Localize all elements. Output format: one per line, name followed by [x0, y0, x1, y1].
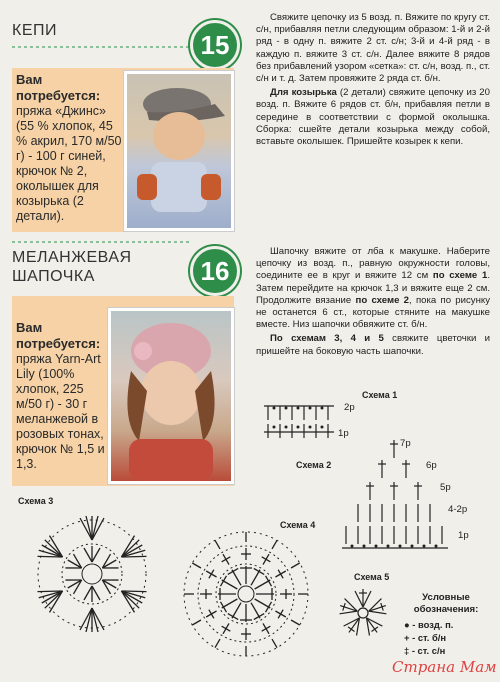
section-15-materials-text: пряжа «Джинс» (55 % хлопок, 45 % акрил, 170 м/50 г) - 100 г синей, крючок № 2, околышек для козырька (2 детали).: [16, 104, 122, 223]
section-15-paragraph-1: Свяжите цепочку из 5 возд. п. Вяжите по кругу ст. с/н, прибавляя петли следующим образом: 1-й и 2-й ряд - в одну п. вяжите 2 ст. с/н; 3-й и 4-й ряд - в каждую п. вяжите 3 ст. с/н. Далее вяжите 8 рядов без прибавлений узором «сетка»: ст. с/н, возд. п., ст. с/н и т. д. Затем провяжите 2 ряда ст. б/н.: [256, 12, 490, 85]
legend-item-chain-label: - возд. п.: [412, 619, 454, 630]
legend-title: [406, 592, 486, 616]
scheme-1-label: Схема 1: [362, 390, 398, 400]
section-16-paragraph-2: [256, 333, 490, 357]
section-15-materials-header: Вам потребуется:: [16, 72, 101, 103]
legend-item-sc: [404, 631, 453, 644]
scheme-2-row-4-2: 4-2р: [448, 504, 468, 515]
section-16-materials-header: Вам потребуется:: [16, 320, 101, 351]
scheme-2-row-5: 5р: [440, 482, 451, 493]
scheme-2-diagram: [336, 438, 456, 560]
section-15-title: КЕПИ: [12, 22, 57, 39]
scheme-2-row-1: 1р: [458, 530, 469, 541]
section-15-visor-heading: Для козырька: [270, 87, 337, 99]
section-15-instructions: [256, 12, 490, 148]
section-16-flower-text: свяжите цветочки и пришейте на боковую часть шапочки.: [256, 333, 491, 357]
section-16-text-e: , пока по рисунку не останется 6 ст., которые стяните на макушке вместе. Низ шапочки обвяжите ст. б/н.: [256, 294, 490, 331]
scheme-4-diagram: [176, 524, 316, 664]
section-16-text-c: . Затем перейдите на крючок 1,3 и вяжите еще 2 см. Продолжите вязание: [256, 270, 490, 306]
section-16-number-badge: 16: [190, 246, 240, 296]
section-16-scheme-2-ref: по схеме 2: [355, 294, 410, 306]
scheme-1-row-1: 1р: [338, 428, 349, 439]
legend-item-chain: [404, 618, 453, 631]
section-16-title: [12, 248, 132, 286]
scheme-5-diagram: [332, 582, 394, 644]
section-16-panel: [12, 296, 234, 486]
section-16-photo-girl-in-hat: [108, 308, 234, 484]
scheme-1-row-2: 2р: [344, 402, 355, 413]
section-16-schemes-ref: По схемам 3, 4 и 5: [270, 333, 384, 345]
section-16-materials-text: пряжа Yarn-Art Lily (100% хлопок, 225 м/50 г) - 30 г меланжевой в розовых тонах, крючок № 1,5 и 1,3.: [16, 352, 105, 471]
legend-item-dc-label: - ст. с/н: [411, 645, 446, 656]
section-16-title-line-1: МЕЛАНЖЕВАЯ: [12, 249, 132, 266]
section-15-paragraph-2: [256, 87, 490, 148]
scheme-4-label: Схема 4: [280, 520, 316, 530]
section-16-instructions: [256, 246, 490, 358]
legend-title-line-2: обозначения:: [413, 604, 479, 615]
section-16-title-line-2: ШАПОЧКА: [12, 268, 95, 285]
legend-item-sc-label: - ст. б/н: [412, 632, 447, 643]
legend-title-line-1: Условные: [422, 592, 470, 603]
section-16-materials: [16, 320, 106, 472]
section-16-paragraph-1: [256, 246, 490, 331]
single-crochet-icon: +: [404, 632, 410, 643]
legend-list: [404, 618, 453, 657]
legend-item-dc: [404, 644, 453, 657]
scheme-2-row-6: 6р: [426, 460, 437, 471]
section-16-rule: [12, 241, 190, 243]
section-15-panel: [12, 68, 234, 232]
chain-stitch-icon: ●: [404, 619, 410, 630]
scheme-2-row-7: 7р: [400, 438, 411, 449]
section-15-rule: [12, 46, 190, 48]
section-15-number-badge: 15: [190, 20, 240, 70]
scheme-3-label: Схема 3: [18, 496, 54, 506]
scheme-2-label: Схема 2: [296, 460, 332, 470]
section-16-scheme-1-ref: по схеме 1: [432, 270, 488, 282]
scheme-5-label: Схема 5: [354, 572, 390, 582]
section-15-materials: [16, 72, 122, 224]
section-15-visor-text: (2 детали) свяжите цепочку из 20 возд. п. Вяжите 6 рядов ст. б/н, прибавляя петли в середине в соответствии с формой околышка. Сборка: сшейте детали козырька между собой, вставьте околышек. Пришейте козырек к кепи.: [256, 87, 490, 148]
section-15-photo-boy-in-cap: [124, 71, 234, 231]
watermark-logo: Страна Мам: [392, 658, 497, 676]
scheme-3-diagram: [22, 506, 162, 640]
double-crochet-icon: ‡: [404, 645, 410, 656]
section-16-text-a: Шапочку вяжите от лба к макушке. Наберите цепочку из возд. п., равную окружности головы, соедините ее в круг и вяжите 12 см: [256, 246, 490, 282]
